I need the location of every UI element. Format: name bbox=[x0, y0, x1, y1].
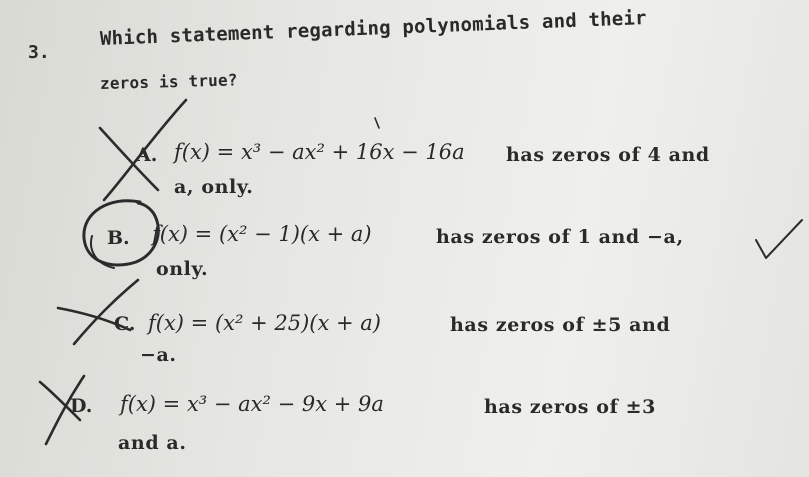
option-b-letter: B. bbox=[107, 227, 130, 249]
option-b-text-line-2: only. bbox=[156, 258, 209, 280]
option-c-text-line-2: −a. bbox=[140, 344, 177, 366]
option-c-letter: C. bbox=[114, 313, 136, 335]
option-c-text-line-1: has zeros of ±5 and bbox=[450, 314, 671, 336]
stray-mark bbox=[375, 118, 379, 128]
option-a-equation: f(x) = x³ − ax² + 16x − 16a bbox=[174, 140, 465, 164]
option-a-text-line-1: has zeros of 4 and bbox=[506, 144, 710, 166]
checkmark-option-b bbox=[756, 220, 802, 258]
question-number: 3. bbox=[28, 42, 50, 63]
option-d-letter: D. bbox=[70, 395, 93, 417]
option-c-equation: f(x) = (x² + 25)(x + a) bbox=[148, 311, 381, 335]
question-text-line-1: Which statement regarding polynomials and their bbox=[99, 7, 648, 50]
option-d-equation: f(x) = x³ − ax² − 9x + 9a bbox=[120, 392, 384, 416]
option-b-equation: f(x) = (x² − 1)(x + a) bbox=[152, 222, 372, 246]
option-d-text-line-2: and a. bbox=[118, 432, 187, 454]
option-a-letter: A. bbox=[136, 144, 158, 166]
option-d-text-line-1: has zeros of ±3 bbox=[484, 396, 656, 418]
option-b-text-line-1: has zeros of 1 and −a, bbox=[436, 226, 684, 248]
question-text-line-2: zeros is true? bbox=[99, 70, 238, 93]
option-a-text-line-2: a, only. bbox=[174, 176, 254, 198]
